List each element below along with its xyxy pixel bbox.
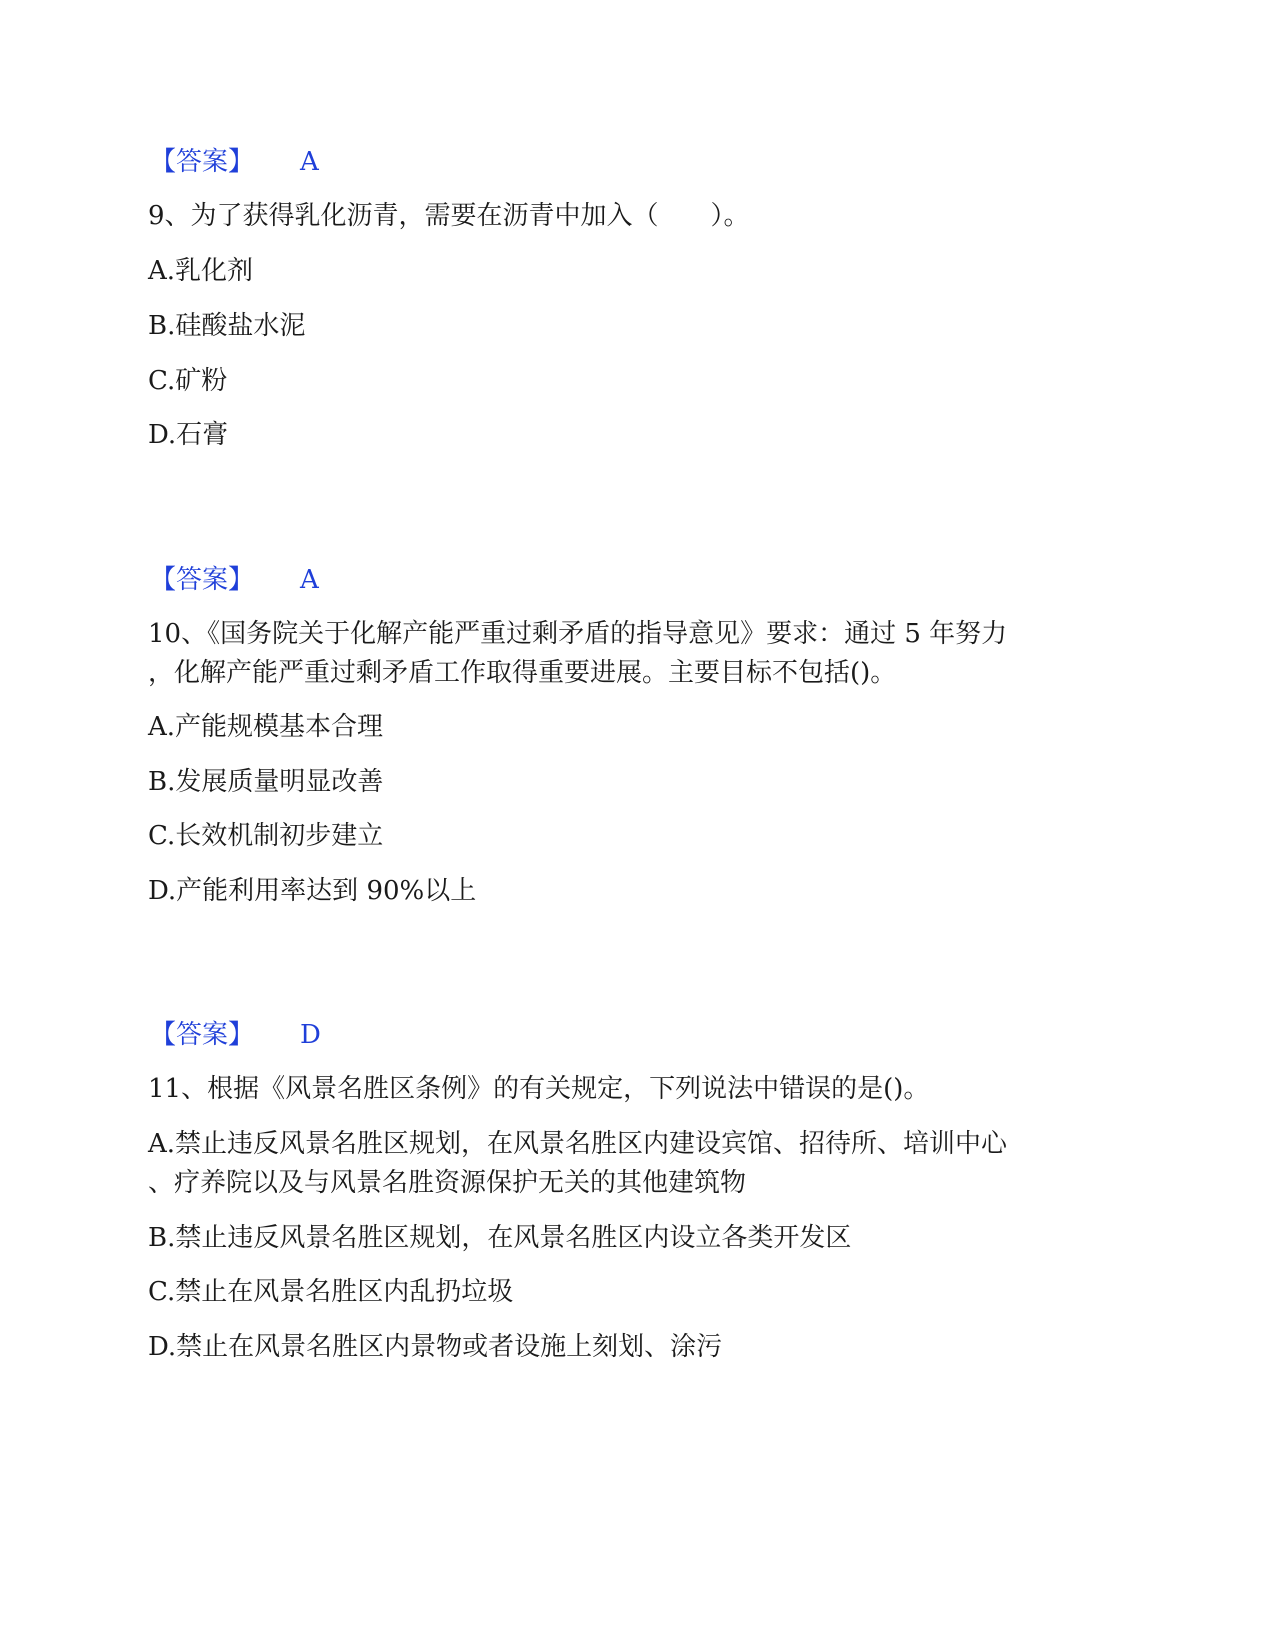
answer-value: D bbox=[300, 1020, 321, 1050]
option-10-a: A.产能规模基本合理 bbox=[148, 712, 384, 742]
option-11-d: D.禁止在风景名胜区内景物或者设施上刻划、涂污 bbox=[148, 1332, 723, 1362]
question-10-line-2: ，化解产能严重过剩矛盾工作取得重要进展。主要目标不包括()。 bbox=[148, 658, 897, 688]
option-10-d: D.产能利用率达到 90%以上 bbox=[148, 876, 477, 906]
question-9: 9、为了获得乳化沥青，需要在沥青中加入（ ）。 bbox=[148, 201, 750, 231]
answer-value: A bbox=[300, 147, 319, 177]
question-10-line-1: 10、《国务院关于化解产能严重过剩矛盾的指导意见》要求：通过 5 年努力 bbox=[148, 619, 1008, 649]
option-10-b: B.发展质量明显改善 bbox=[148, 767, 384, 797]
option-9-d: D.石膏 bbox=[148, 420, 229, 450]
option-11-c: C.禁止在风景名胜区内乱扔垃圾 bbox=[148, 1277, 514, 1307]
option-11-b: B.禁止违反风景名胜区规划，在风景名胜区内设立各类开发区 bbox=[148, 1223, 852, 1253]
answer-label: 【答案】 bbox=[150, 1020, 255, 1050]
answer-line-3 bbox=[150, 1015, 321, 1055]
option-10-c: C.长效机制初步建立 bbox=[148, 821, 384, 851]
option-9-b: B.硅酸盐水泥 bbox=[148, 311, 306, 341]
answer-line-2 bbox=[150, 560, 319, 600]
option-9-c: C.矿粉 bbox=[148, 366, 228, 396]
option-11-a-line-2: 、疗养院以及与风景名胜资源保护无关的其他建筑物 bbox=[148, 1168, 747, 1198]
option-9-a: A.乳化剂 bbox=[148, 256, 254, 286]
answer-label: 【答案】 bbox=[150, 147, 255, 177]
answer-value: A bbox=[300, 565, 319, 595]
answer-label: 【答案】 bbox=[150, 565, 255, 595]
option-11-a-line-1: A.禁止违反风景名胜区规划，在风景名胜区内建设宾馆、招待所、培训中心 bbox=[148, 1129, 1008, 1159]
question-11: 11、根据《风景名胜区条例》的有关规定，下列说法中错误的是()。 bbox=[148, 1074, 930, 1104]
answer-line-1 bbox=[150, 142, 319, 182]
